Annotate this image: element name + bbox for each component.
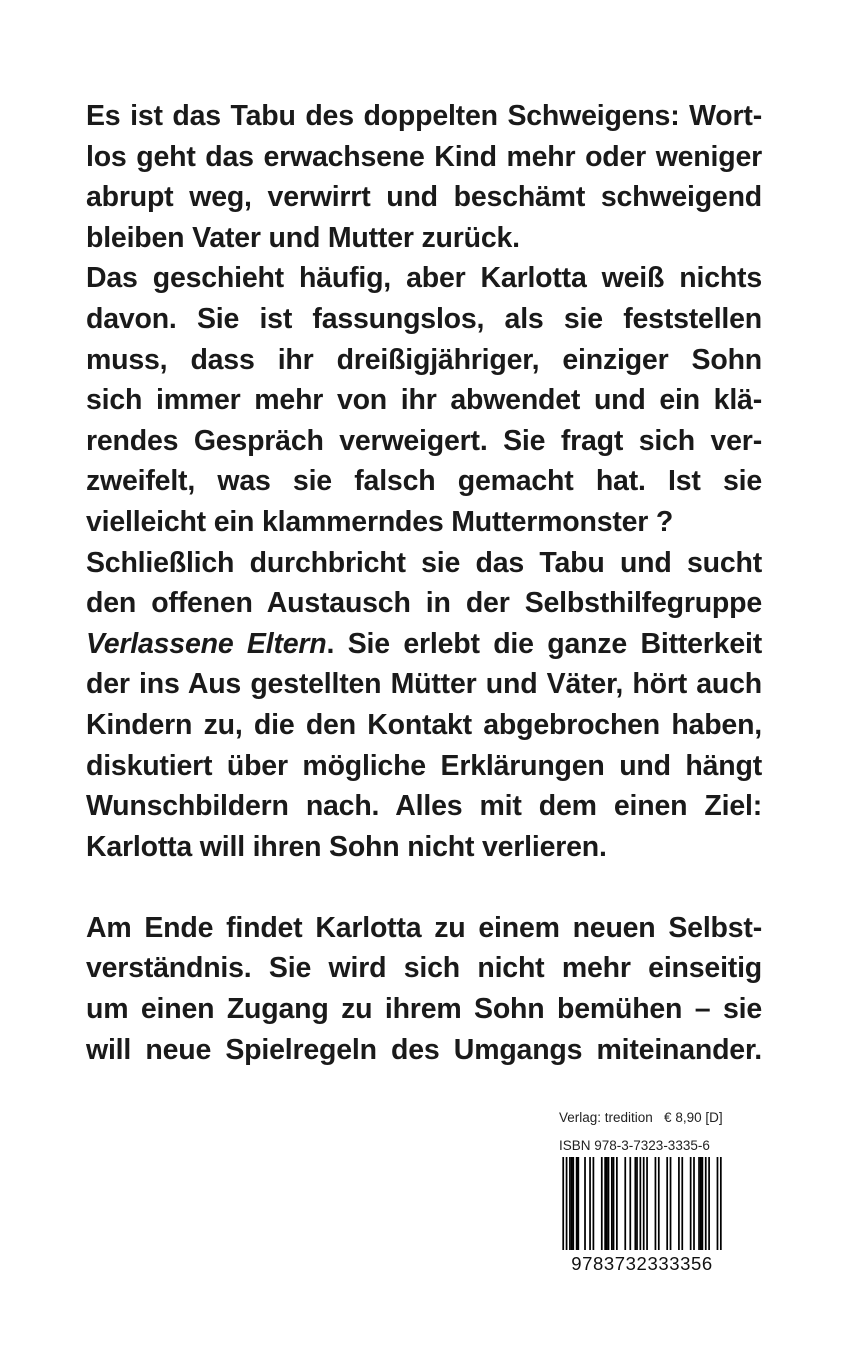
barcode-bar: [646, 1157, 648, 1250]
blurb-line: Wunschbildern nach. Alles mit dem einen Ziel:: [86, 790, 762, 823]
blurb-line: Es ist das Tabu des doppelten Schweigens: Wort-: [86, 100, 762, 132]
blurb-line: Karlotta will ihren Sohn nicht verlieren.: [86, 830, 607, 863]
blurb-line: diskutiert über mögliche Erklärungen und hängt: [86, 749, 762, 782]
barcode-bar: [643, 1157, 645, 1250]
blurb-line: will neue Spielregeln des Umgangs miteinander.: [86, 1033, 762, 1066]
blurb-text: [86, 96, 762, 1070]
barcode-bar: [584, 1157, 586, 1250]
barcode-bar: [571, 1157, 573, 1250]
barcode-bar: [655, 1157, 657, 1250]
blurb-line: zweifelt, was sie falsch gemacht hat. Ist sie: [86, 465, 762, 498]
barcode-bar: [690, 1157, 692, 1250]
barcode-bar: [698, 1157, 700, 1250]
blurb-line: Kindern zu, die den Kontakt abgebrochen haben,: [86, 708, 762, 741]
barcode-bar: [658, 1157, 660, 1250]
paragraph-gap: [86, 867, 762, 908]
barcode-bar: [566, 1157, 568, 1250]
blurb-line: um einen Zugang zu ihrem Sohn bemühen – sie: [86, 993, 762, 1026]
blurb-line: sich immer mehr von ihr abwendet und ein klä-: [86, 384, 762, 417]
barcode-bar: [613, 1157, 615, 1250]
barcode-number: 9783732333356: [571, 1253, 713, 1274]
barcode-bar: [670, 1157, 672, 1250]
barcode-bar: [606, 1157, 608, 1250]
barcode-bar: [593, 1157, 595, 1250]
blurb-line: vielleicht ein klammerndes Muttermonster ?: [86, 505, 674, 538]
blurb-line-rest: . Sie erlebt die ganze Bitterkeit: [326, 627, 763, 660]
barcode-bar: [629, 1157, 631, 1250]
barcode-bar: [666, 1157, 668, 1250]
blurb-line-with-title: [86, 624, 762, 665]
barcode-bar: [562, 1157, 564, 1250]
blurb-line: den offenen Austausch in der Selbsthilfegruppe: [86, 587, 762, 620]
barcode-bar: [611, 1157, 613, 1250]
barcode-bar: [616, 1157, 618, 1250]
group-name-italic: Verlassene Eltern: [86, 627, 327, 660]
barcode-block: [559, 1157, 725, 1275]
blurb-line: bleiben Vater und Mutter zurück.: [86, 221, 520, 254]
barcode-bar: [708, 1157, 710, 1250]
barcode-bar: [636, 1157, 638, 1250]
barcode-bar: [702, 1157, 704, 1250]
barcode-bar: [681, 1157, 683, 1250]
blurb-line: abrupt weg, verwirrt und beschämt schweigend: [86, 181, 762, 214]
publisher-info: [559, 1104, 739, 1160]
barcode-bar: [693, 1157, 695, 1250]
barcode-bar: [569, 1157, 571, 1250]
blurb-line: los geht das erwachsene Kind mehr oder weniger: [86, 140, 762, 173]
barcode-bar: [577, 1157, 579, 1250]
barcode-bar: [624, 1157, 626, 1250]
barcode-bar: [639, 1157, 641, 1250]
barcode-bar: [572, 1157, 574, 1250]
isbn-label: ISBN 978-3-7323-3335-6: [559, 1138, 710, 1153]
barcode-bar: [678, 1157, 680, 1250]
barcode-bar: [601, 1157, 603, 1250]
barcode-icon: [559, 1157, 725, 1250]
blurb-line: muss, dass ihr dreißigjähriger, einziger Sohn: [86, 343, 762, 376]
blurb-line: Am Ende findet Karlotta zu einem neuen Selbst-: [86, 911, 762, 944]
barcode-bar: [700, 1157, 702, 1250]
barcode-bar: [589, 1157, 591, 1250]
blurb-line: Schließlich durchbricht sie das Tabu und sucht: [86, 546, 762, 579]
blurb-line: Das geschieht häufig, aber Karlotta weiß nichts: [86, 262, 762, 295]
barcode-bar: [705, 1157, 707, 1250]
barcode-bar: [608, 1157, 610, 1250]
barcode-bar: [576, 1157, 578, 1250]
barcode-bar: [634, 1157, 636, 1250]
blurb-line: der ins Aus gestellten Mütter und Väter, hört auch: [86, 668, 762, 701]
barcode-bar: [717, 1157, 719, 1250]
blurb-line: verständnis. Sie wird sich nicht mehr einseitig: [86, 952, 762, 985]
barcode-bar: [720, 1157, 722, 1250]
barcode-bar: [604, 1157, 606, 1250]
blurb-line: rendes Gespräch verweigert. Sie fragt sich ver-: [86, 424, 762, 457]
publisher-price: Verlag: tredition € 8,90 [D]: [559, 1110, 723, 1125]
blurb-line: davon. Sie ist fassungslos, als sie feststellen: [86, 302, 762, 335]
